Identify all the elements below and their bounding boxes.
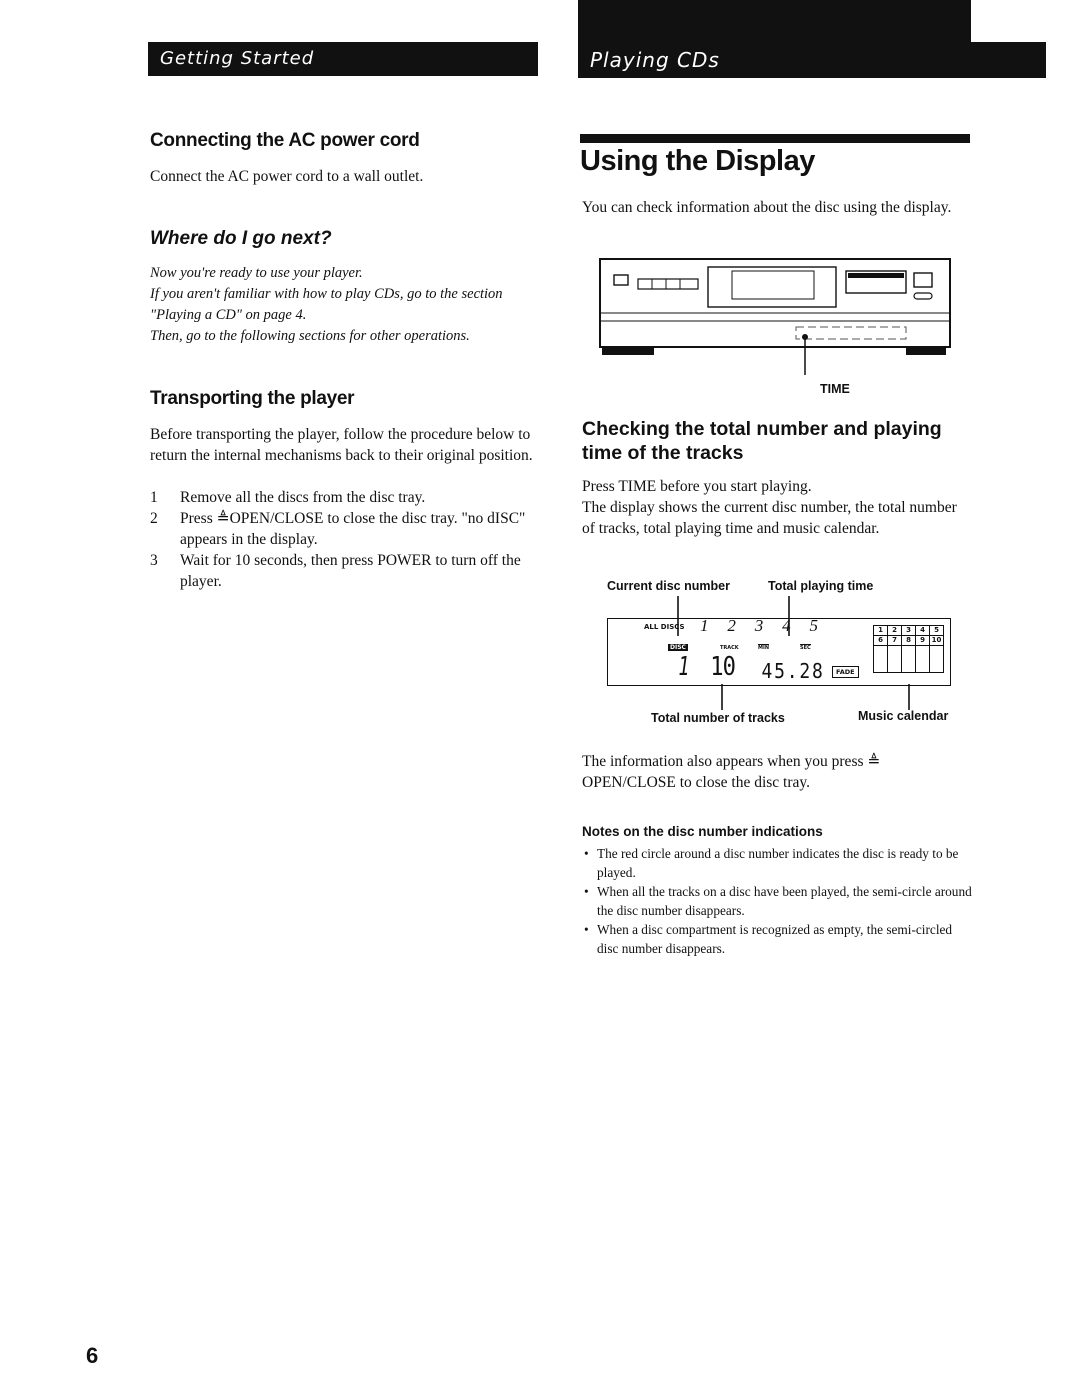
display-leader-lines	[600, 592, 960, 714]
step-item	[150, 508, 545, 550]
disc-number: 3	[754, 616, 764, 635]
where-next-text	[150, 263, 550, 347]
calendar-cell: 3	[901, 625, 916, 636]
calendar-cell: 7	[887, 635, 902, 646]
calendar-cell: 9	[915, 635, 930, 646]
all-discs-indicator: ALL DISCS	[644, 623, 685, 631]
page-number: 6	[86, 1343, 99, 1368]
where-next-line: "Playing a CD" on page 4.	[150, 307, 307, 323]
cd-player-illustration	[596, 255, 956, 400]
sec-indicator: SEC	[800, 645, 811, 651]
note-item: • The red circle around a disc number indicates the disc is ready to be played.	[582, 844, 972, 882]
step-item	[150, 550, 545, 592]
calendar-cell: 2	[887, 625, 902, 636]
disc-value: 1	[678, 652, 690, 682]
section-tab-getting-started: Getting Started	[148, 42, 538, 76]
label-total-time: Total playing time	[768, 579, 874, 593]
calendar-cell: 6	[873, 635, 888, 646]
calendar-cell: 1	[873, 625, 888, 636]
fade-indicator: FADE	[832, 666, 859, 678]
min-indicator: MIN	[758, 645, 770, 651]
calendar-cell: 5	[929, 625, 944, 636]
disc-number: 1	[700, 616, 709, 635]
transport-steps	[150, 487, 545, 592]
ac-power-text: Connect the AC power cord to a wall outlet.	[150, 168, 424, 185]
notes-list	[582, 844, 972, 958]
where-next-line: If you aren't familiar with how to play CDs, go to the section	[150, 286, 503, 302]
disc-number: 4	[782, 616, 791, 635]
check-text-2: The display shows the current disc number, the total number of tracks, total playing time and music calendar.	[582, 499, 957, 537]
label-total-tracks: Total number of tracks	[651, 711, 785, 725]
where-next-line: Now you're ready to use your player.	[150, 265, 363, 281]
display-intro: You can check information about the disc using the display.	[582, 199, 952, 216]
step-number: 3	[150, 552, 158, 569]
heading-where-next: Where do I go next?	[150, 228, 332, 249]
time-button-label: TIME	[820, 382, 850, 396]
disc-number: 5	[809, 616, 818, 635]
heading-ac-power: Connecting the AC power cord	[150, 130, 420, 151]
note-item: • When a disc compartment is recognized as empty, the semi-circled disc number disappears.	[582, 920, 972, 958]
note-item: • When all the tracks on a disc have been played, the semi-circle around the disc number disappears.	[582, 882, 972, 920]
heading-transporting: Transporting the player	[150, 388, 355, 409]
transport-intro: Before transporting the player, follow the procedure below to return the internal mechanisms back to their original position.	[150, 426, 533, 464]
calendar-cell: 10	[929, 635, 944, 646]
page-title: Using the Display	[580, 145, 815, 177]
calendar-cell: 4	[915, 625, 930, 636]
heading-checking-total: Checking the total number and playing time of the tracks	[582, 418, 942, 464]
step-item	[150, 487, 545, 508]
step-text: Press ≜OPEN/CLOSE to close the disc tray. "no dISC" appears in the display.	[180, 510, 526, 548]
step-text: Remove all the discs from the disc tray.	[180, 489, 426, 506]
where-next-line: Then, go to the following sections for other operations.	[150, 328, 470, 344]
check-text-1: Press TIME before you start playing.	[582, 478, 812, 495]
header-block	[578, 0, 971, 44]
track-indicator: TRACK	[720, 645, 739, 651]
step-number: 2	[150, 510, 158, 527]
time-value: 45.28	[761, 659, 825, 683]
label-current-disc: Current disc number	[607, 579, 730, 593]
disc-number: 2	[727, 616, 736, 635]
step-text: Wait for 10 seconds, then press POWER to turn off the player.	[180, 552, 521, 590]
label-music-calendar: Music calendar	[858, 709, 949, 723]
section-tab-playing-cds: Playing CDs	[578, 42, 1046, 78]
step-number: 1	[150, 489, 158, 506]
heading-notes: Notes on the disc number indications	[582, 824, 823, 839]
title-rule	[580, 134, 970, 143]
info-text: The information also appears when you press ≜ OPEN/CLOSE to close the disc tray.	[582, 753, 881, 791]
disc-indicator: DISC	[670, 644, 686, 651]
tracks-value: 10	[710, 652, 736, 682]
calendar-cell: 8	[901, 635, 916, 646]
